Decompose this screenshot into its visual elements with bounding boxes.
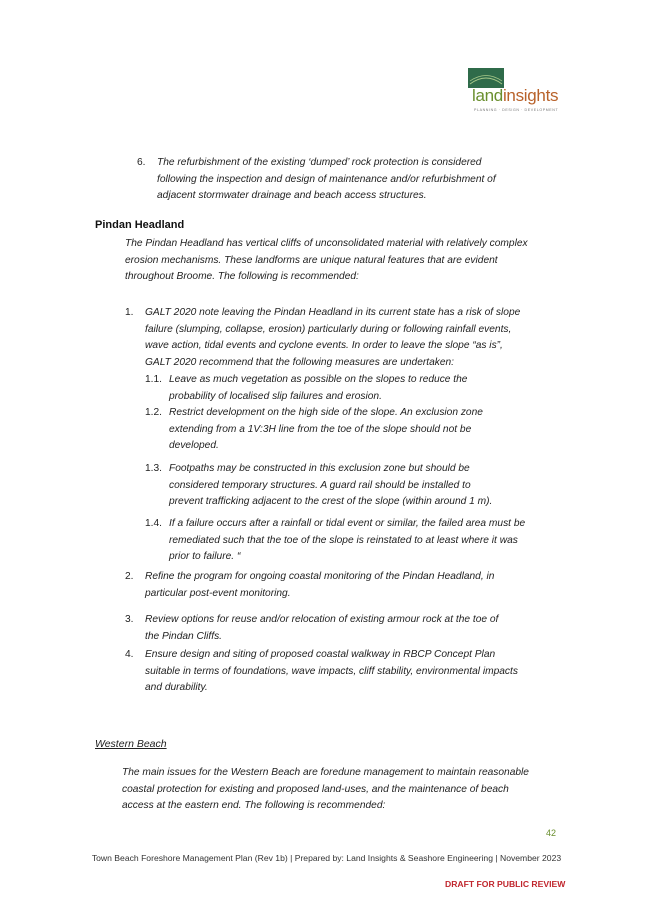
item-1-text	[145, 305, 520, 371]
western-beach-heading: Western Beach	[95, 738, 167, 750]
text-line: Restrict development on the high side of the slope. An exclusion zone	[169, 407, 483, 418]
text-line: and durability.	[145, 682, 208, 693]
item-1-4-number: 1.4.	[145, 518, 162, 529]
text-line: Ensure design and siting of proposed coastal walkway in RBCP Concept Plan	[145, 649, 496, 660]
logo-wordmark	[472, 86, 558, 106]
item-2-number: 2.	[125, 571, 134, 582]
company-logo	[466, 68, 564, 116]
item-1-3-text	[169, 461, 492, 511]
text-line: particular post-event monitoring.	[145, 587, 291, 599]
text-line: GALT 2020 recommend that the following measures are undertaken:	[145, 356, 455, 368]
item-3-number: 3.	[125, 614, 134, 625]
page-number: 42	[546, 828, 557, 838]
text-line: considered temporary structures. A guard rail should be installed to	[169, 479, 471, 491]
item-4-text	[145, 647, 518, 697]
logo-text-right: insights	[502, 86, 559, 105]
text-line: access at the eastern end. The following is recommended:	[122, 800, 386, 811]
item-1-2-number: 1.2.	[145, 407, 162, 418]
item-4-number: 4.	[125, 649, 134, 660]
item-1-4-text	[169, 516, 525, 566]
text-line: GALT 2020 note leaving the Pindan Headland in its current state has a risk of slope	[145, 307, 521, 318]
text-line: Refine the program for ongoing coastal monitoring of the Pindan Headland, in	[145, 571, 495, 582]
item-2-text	[145, 569, 494, 602]
text-line: probability of localised slip failures and erosion.	[169, 390, 382, 402]
draft-watermark-label: DRAFT FOR PUBLIC REVIEW	[445, 879, 566, 889]
text-line: throughout Broome. The following is recommended:	[125, 271, 359, 282]
item-1-1-text	[169, 372, 467, 405]
text-line: wave action, tidal events and cyclone events. In order to leave the slope “as is”,	[145, 340, 503, 351]
text-line: prior to failure. “	[169, 551, 241, 562]
text-line: developed.	[169, 440, 219, 451]
text-line: the Pindan Cliffs.	[145, 630, 223, 642]
text-line: remediated such that the toe of the slope is reinstated to at least where it was	[169, 534, 518, 546]
text-line: prevent trafficking adjacent to the crest of the slope (within around 1 m).	[169, 496, 493, 507]
text-line: The main issues for the Western Beach are foredune management to maintain reasonable	[122, 767, 529, 778]
text-line: Leave as much vegetation as possible on the slopes to reduce the	[169, 374, 468, 385]
text-line: Review options for reuse and/or relocation of existing armour rock at the toe of	[145, 614, 499, 625]
text-line: Footpaths may be constructed in this exclusion zone but should be	[169, 463, 470, 474]
logo-tagline: PLANNING · DESIGN · DEVELOPMENT	[474, 108, 559, 112]
western-intro	[122, 765, 529, 815]
text-line: The refurbishment of the existing ‘dumped’ rock protection is considered	[157, 157, 482, 168]
text-line: adjacent stormwater drainage and beach access structures.	[157, 190, 427, 201]
text-line: If a failure occurs after a rainfall or tidal event or similar, the failed area must be	[169, 518, 526, 529]
item-1-2-text	[169, 405, 483, 455]
text-line: coastal protection for existing and proposed land-uses, and the maintenance of beach	[122, 783, 509, 795]
text-line: suitable in terms of foundations, wave impacts, cliff stability, environmental impacts	[145, 665, 518, 677]
text-line: extending from a 1V:3H line from the toe of the slope should not be	[169, 423, 472, 435]
item-3-text	[145, 612, 498, 645]
item-6-text	[157, 155, 496, 205]
item-1-1-number: 1.1.	[145, 374, 162, 385]
item-1-3-number: 1.3.	[145, 463, 162, 474]
text-line: failure (slumping, collapse, erosion) particularly during or following rainfall events,	[145, 323, 512, 335]
text-line: following the inspection and design of maintenance and/or refurbishment of	[157, 173, 496, 185]
text-line: The Pindan Headland has vertical cliffs of unconsolidated material with relatively complex	[125, 238, 528, 249]
page-footer: Town Beach Foreshore Management Plan (Rev 1b) | Prepared by: Land Insights & Seashore Engineering | November 2023	[91, 853, 562, 863]
item-1-number: 1.	[125, 307, 134, 318]
text-line: erosion mechanisms. These landforms are unique natural features that are evident	[125, 254, 498, 266]
pindan-headland-heading: Pindan Headland	[95, 219, 185, 231]
item-6-number: 6.	[137, 157, 146, 168]
logo-text-left: land	[472, 86, 503, 105]
pindan-intro	[125, 236, 528, 286]
